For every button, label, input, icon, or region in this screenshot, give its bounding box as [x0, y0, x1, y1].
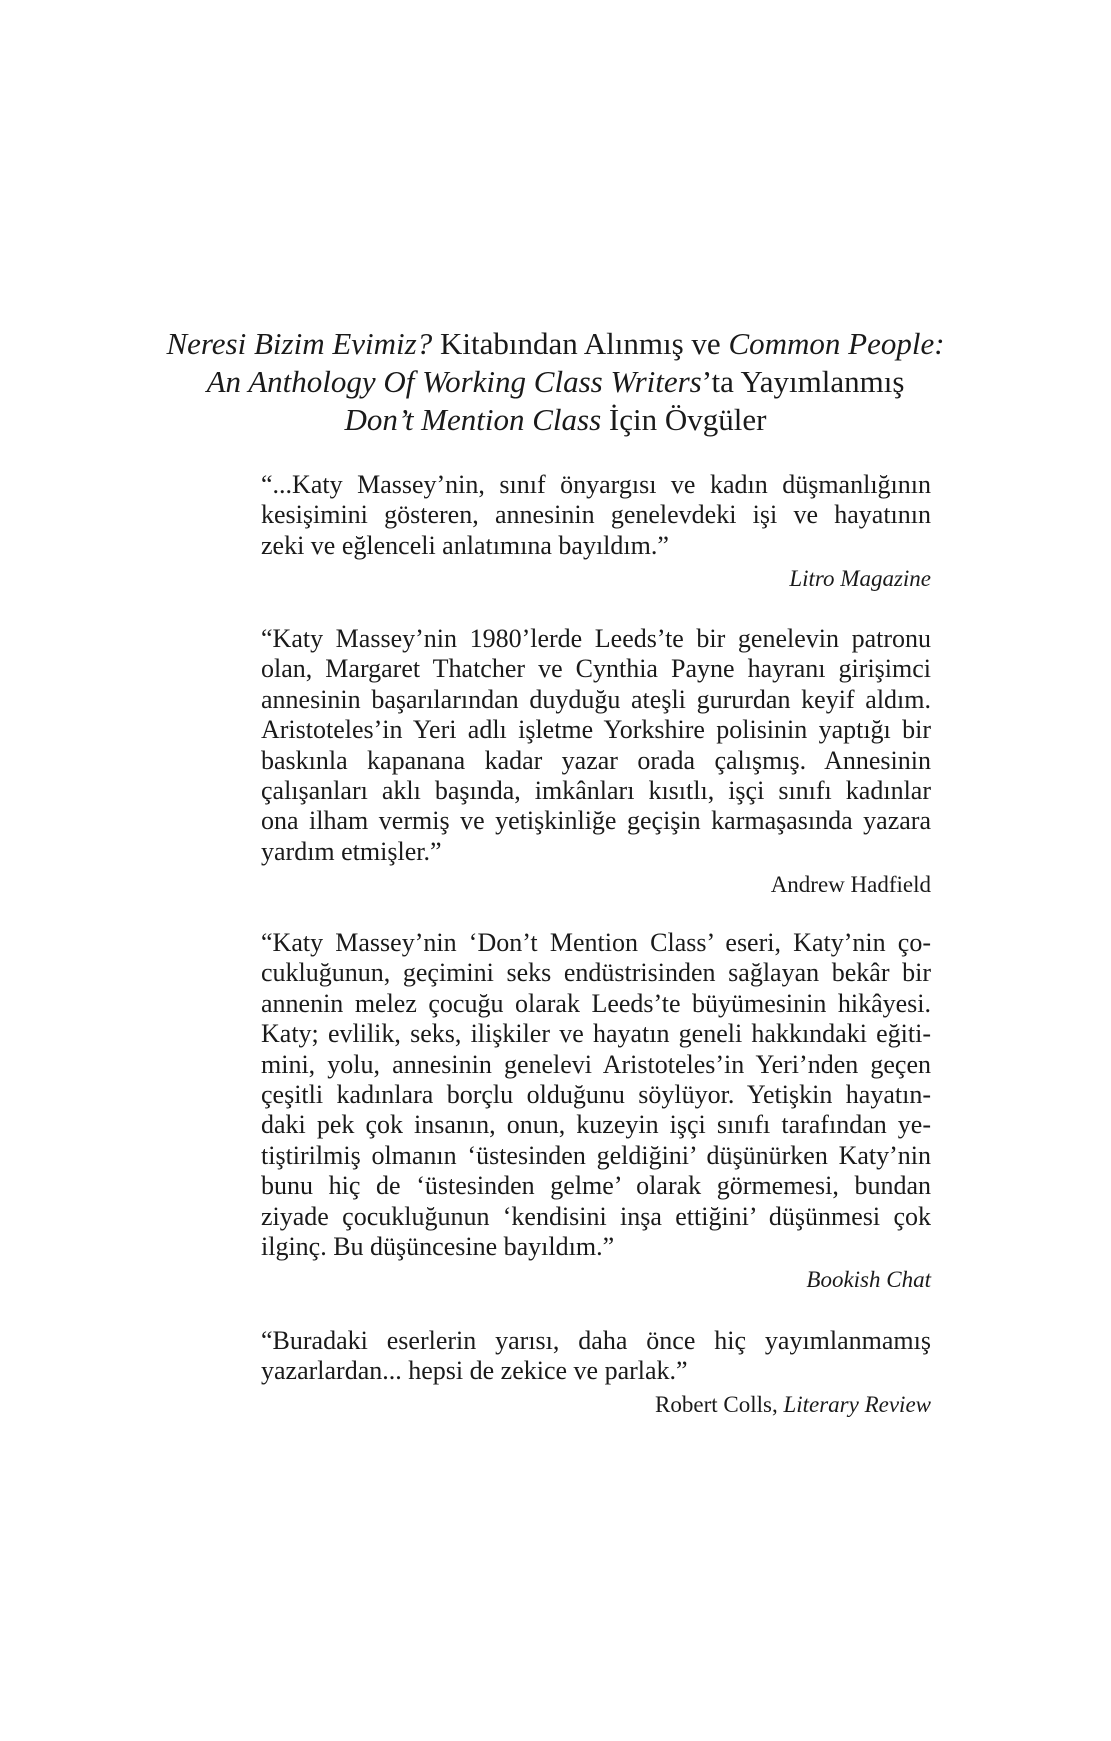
anthology-subtitle: An Anthology Of Working Class Writers	[206, 364, 702, 399]
title-line-2	[150, 363, 961, 401]
review-litro	[261, 470, 931, 593]
quote-line: ona ilham vermiş ve yetişkinliğe geçişin karmaşasında yazara	[261, 806, 931, 836]
quote-line: annesinin başarılarından duyduğu ateşli gururdan keyif aldım.	[261, 684, 931, 714]
review-hadfield	[261, 624, 931, 899]
quote-line: mini, yolu, annesinin genelevi Aristoteles’in Yeri’nden geçen	[261, 1049, 931, 1079]
quote-line: olan, Margaret Thatcher ve Cynthia Payne hayranı girişimci	[261, 654, 931, 684]
quote-line: Aristoteles’in Yeri adlı işletme Yorkshire polisinin yaptığı bir	[261, 715, 931, 745]
title-line-3	[150, 401, 961, 439]
quote-line: zeki ve eğlenceli anlatımına bayıldım.”	[261, 530, 669, 560]
review-bookish-chat	[261, 928, 931, 1294]
quote-line: kesişimini gösteren, annesinin genelevdeki işi ve hayatının	[261, 500, 931, 530]
quote-line: cukluğunun, geçimini seks endüstrisinden sağlayan bekâr bir	[261, 958, 931, 988]
title-text: ’ta Yayımlanmış	[701, 364, 905, 399]
page-title	[150, 325, 961, 439]
quote-line: “Katy Massey’nin 1980’lerde Leeds’te bir genelevin patronu	[261, 624, 931, 653]
quote-line: annenin melez çocuğu olarak Leeds’te büyümesinin hikâyesi.	[261, 988, 931, 1018]
review-quote	[261, 1326, 931, 1387]
review-quote	[261, 928, 931, 1262]
quote-line: tiştirilmiş olmanın ‘üstesinden geldiğini’ düşünürken Katy’nin	[261, 1140, 931, 1170]
book-title-neresi: Neresi Bizim Evimiz?	[166, 326, 433, 361]
quote-line: “Katy Massey’nin ‘Don’t Mention Class’ eseri, Katy’nin ço-	[261, 928, 931, 957]
quote-line: baskınla kapanana kadar yazar orada çalışmış. Annesinin	[261, 745, 931, 775]
review-quote	[261, 470, 931, 561]
quote-line: Katy; evlilik, seks, ilişkiler ve hayatın geneli hakkındaki eğiti-	[261, 1019, 931, 1049]
review-source: Litro Magazine	[789, 566, 931, 592]
review-publication: Literary Review	[783, 1391, 931, 1417]
quote-line: çeşitli kadınlara borçlu olduğunu söylüyor. Yetişkin hayatın-	[261, 1080, 931, 1110]
review-source: Andrew Hadfield	[770, 872, 931, 898]
review-source: Bookish Chat	[806, 1267, 931, 1293]
story-title: Don’t Mention Class	[344, 402, 602, 437]
quote-line: “Buradaki eserlerin yarısı, daha önce hiç yayımlanmamış	[261, 1326, 931, 1355]
title-line-1	[150, 325, 961, 363]
title-text: İçin Övgüler	[601, 402, 767, 437]
review-author: Robert Colls,	[655, 1391, 784, 1417]
quote-line: ilginç. Bu düşüncesine bayıldım.”	[261, 1232, 615, 1262]
review-quote	[261, 624, 931, 867]
quote-line: “...Katy Massey’nin, sınıf önyargısı ve kadın düşmanlığının	[261, 470, 931, 499]
review-source	[261, 1391, 931, 1419]
anthology-title-common-people: Common People:	[728, 326, 945, 361]
review-literary-review	[261, 1326, 931, 1419]
quote-line: ziyade çocukluğunun ‘kendisini inşa ettiğini’ düşünmesi çok	[261, 1201, 931, 1231]
quote-line: daki pek çok insanın, onun, kuzeyin işçi sınıfı tarafından ye-	[261, 1110, 931, 1140]
quote-line: çalışanları aklı başında, imkânları kısıtlı, işçi sınıfı kadınlar	[261, 776, 931, 806]
title-text: Kitabından Alınmış ve	[432, 326, 729, 361]
quote-line: bunu hiç de ‘üstesinden gelme’ olarak görmemesi, bundan	[261, 1171, 931, 1201]
quote-line: yazarlardan... hepsi de zekice ve parlak.”	[261, 1356, 688, 1386]
quote-line: yardım etmişler.”	[261, 836, 442, 866]
